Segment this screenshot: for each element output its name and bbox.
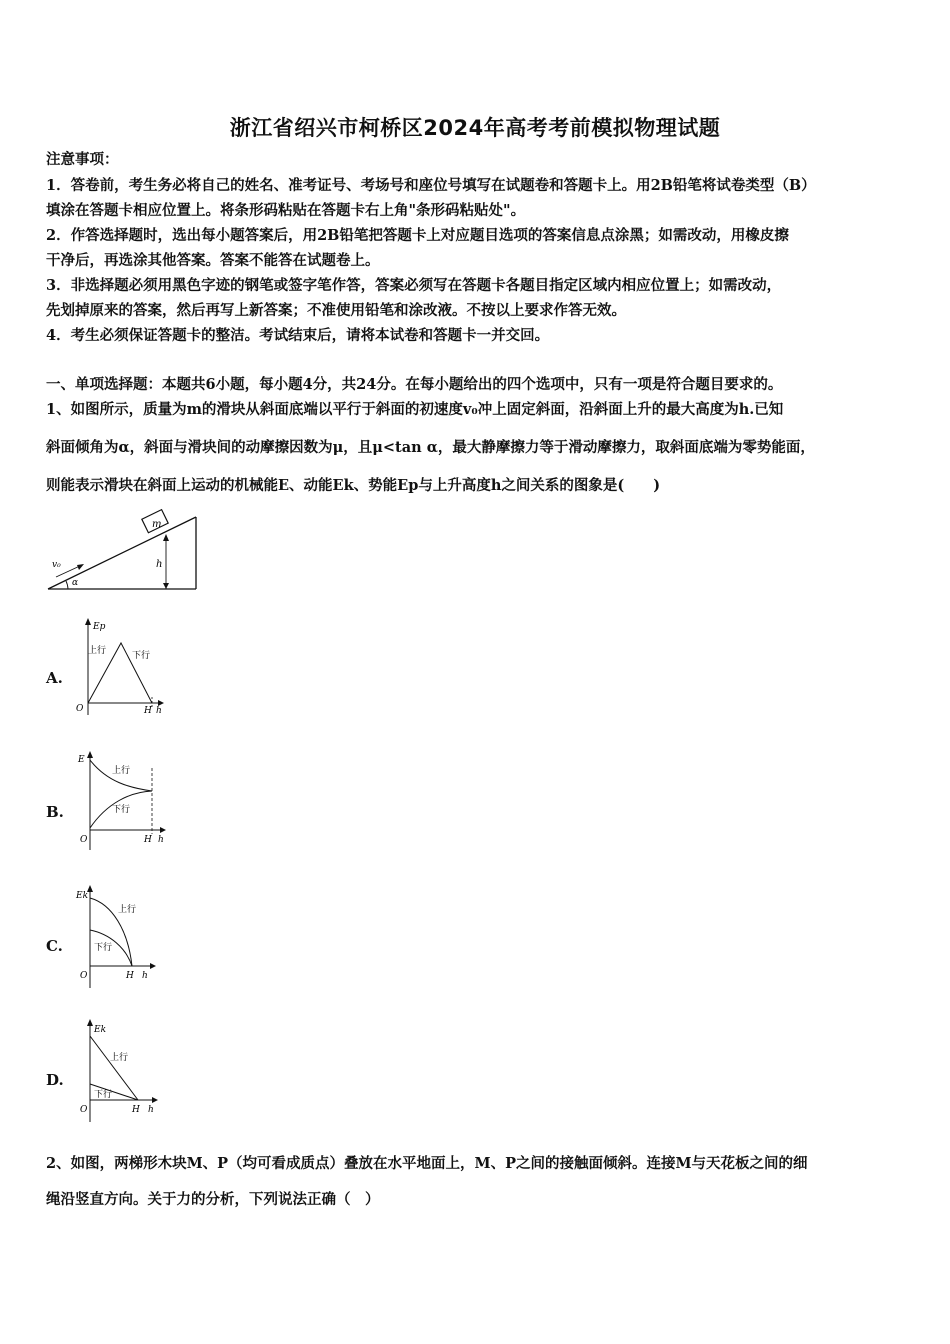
y-axis-label: Ek xyxy=(94,1025,107,1035)
notice-heading: 注意事项： xyxy=(46,151,119,168)
angle-label: α xyxy=(72,578,79,588)
mass-label: m xyxy=(152,519,162,530)
origin-label: O xyxy=(80,1105,88,1115)
question-1-text: 1、如图所示，质量为m的滑块从斜面底端以平行于斜面的初速度v₀冲上固定斜面，沿斜面上升的最大高度为h.已知 xyxy=(46,401,784,418)
y-axis-label: Ep xyxy=(93,622,106,632)
option-a-label[interactable]: A. xyxy=(46,669,63,687)
option-d-label[interactable]: D. xyxy=(46,1071,64,1089)
up-label: 上行 xyxy=(112,766,131,776)
x-max-label: H xyxy=(144,835,152,845)
up-label: 上行 xyxy=(118,905,137,915)
option-b-label[interactable]: B. xyxy=(46,803,64,821)
x-axis-label: h xyxy=(156,706,162,716)
question-1-text: 斜面倾角为α，斜面与滑块间的动摩擦因数为μ，且μ<tan α，最大静摩擦力等于滑动摩擦力，取斜面底端为零势能面， xyxy=(46,439,815,456)
notice-line: 填涂在答题卡相应位置上。将条形码粘贴在答题卡右上角"条形码粘贴处"。 xyxy=(46,202,526,219)
down-label: 下行 xyxy=(132,651,151,661)
notice-line: 干净后，再选涂其他答案。答案不能答在试题卷上。 xyxy=(46,252,380,269)
incline-figure xyxy=(44,505,204,595)
down-label: 下行 xyxy=(112,805,131,815)
down-label: 下行 xyxy=(94,943,113,953)
x-max-label: H xyxy=(144,706,152,716)
option-c-label[interactable]: C. xyxy=(46,937,63,955)
section-heading: 一、单项选择题：本题共6小题，每小题4分，共24分。在每小题给出的四个选项中，只有一项是符合题目要求的。 xyxy=(46,376,783,393)
origin-label: O xyxy=(80,835,88,845)
down-label: 下行 xyxy=(94,1090,113,1100)
question-2-text: 2、如图，两梯形木块M、P（均可看成质点）叠放在水平地面上，M、P之间的接触面倾斜。连接M与天花板之间的细 xyxy=(46,1155,808,1172)
notice-line: 1．答卷前，考生务必将自己的姓名、准考证号、考场号和座位号填写在试题卷和答题卡上。用2B铅笔将试卷类型（B） xyxy=(46,177,816,194)
x-max-label: H xyxy=(132,1105,140,1115)
y-axis-label: Ek xyxy=(76,891,89,901)
origin-label: O xyxy=(76,704,84,714)
question-1-text: 则能表示滑块在斜面上运动的机械能E、动能Ek、势能Ep与上升高度h之间关系的图象是( ) xyxy=(46,477,661,494)
up-label: 上行 xyxy=(110,1053,129,1063)
option-c-graph xyxy=(72,882,162,990)
x-max-label: H xyxy=(126,971,134,981)
notice-line: 3．非选择题必须用黑色字迹的钢笔或签字笔作答，答案必须写在答题卡各题目指定区域内相应位置上；如需改动， xyxy=(46,277,782,294)
height-label: h xyxy=(156,559,163,570)
x-axis-label: h xyxy=(142,971,148,981)
option-d-graph xyxy=(72,1016,168,1124)
y-axis-label: E xyxy=(78,755,85,765)
up-label: 上行 xyxy=(88,646,107,656)
page-title: 浙江省绍兴市柯桥区2024年高考考前模拟物理试题 xyxy=(229,116,721,140)
notice-line: 先划掉原来的答案，然后再写上新答案；不准使用铅笔和涂改液。不按以上要求作答无效。 xyxy=(46,302,626,319)
x-axis-label: h xyxy=(158,835,164,845)
notice-line: 2．作答选择题时，选出每小题答案后，用2B铅笔把答题卡上对应题目选项的答案信息点涂黑；如需改动，用橡皮擦 xyxy=(46,227,789,244)
question-2-text: 绳沿竖直方向。关于力的分析，下列说法正确（ ） xyxy=(46,1191,380,1208)
option-a-graph xyxy=(72,615,172,717)
origin-label: O xyxy=(80,971,88,981)
velocity-label: v₀ xyxy=(52,560,61,570)
notice-line: 4．考生必须保证答题卡的整洁。考试结束后，请将本试卷和答题卡一并交回。 xyxy=(46,327,550,344)
x-axis-label: h xyxy=(148,1105,154,1115)
option-b-graph xyxy=(72,748,172,852)
